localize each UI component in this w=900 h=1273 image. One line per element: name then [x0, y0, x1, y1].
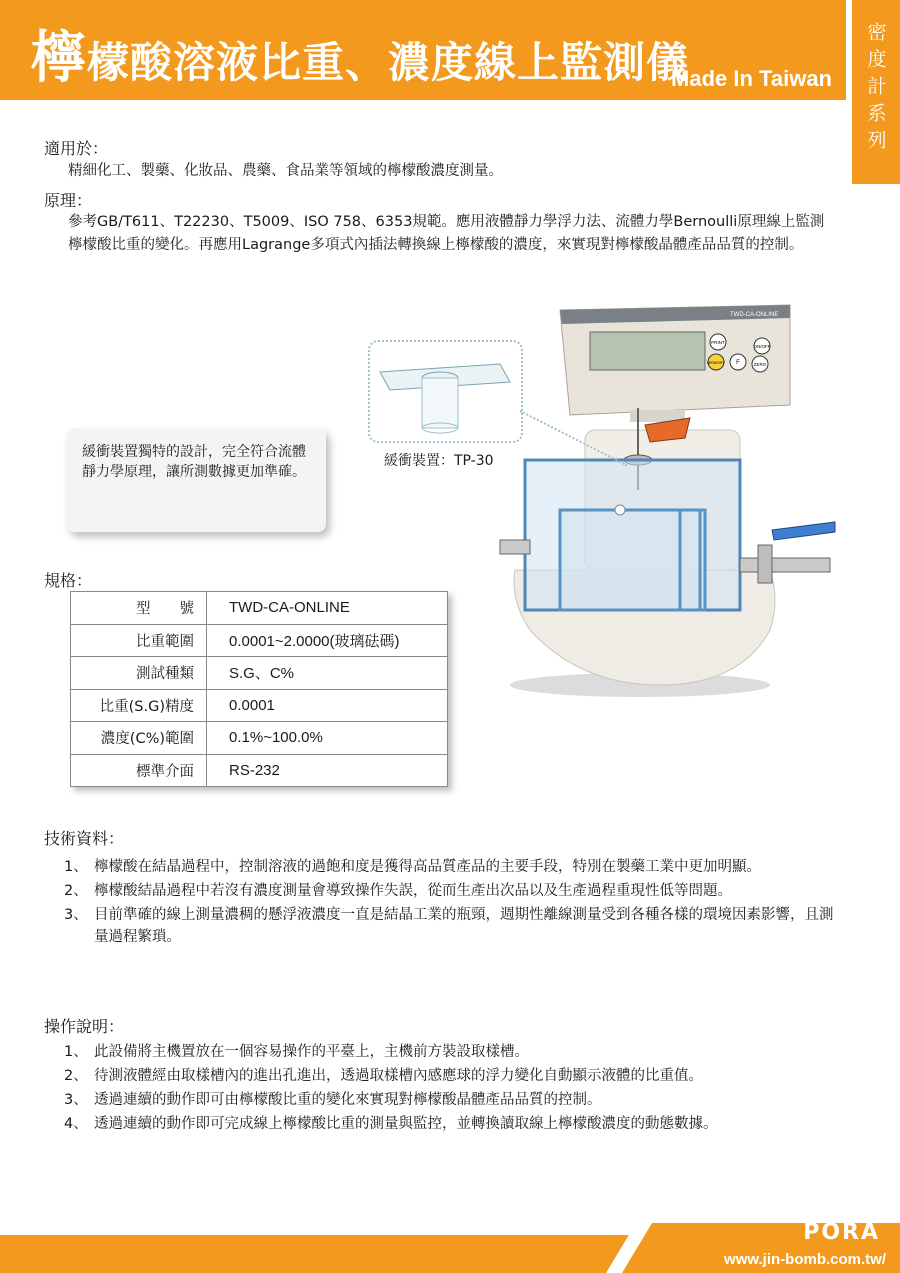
list-text: 檸檬酸結晶過程中若沒有濃度測量會導致操作失誤，從而生產出次品以及生產過程重現性低等問題。	[94, 883, 732, 899]
table-row	[71, 722, 448, 755]
made-in-taiwan: Made In Taiwan	[671, 66, 832, 91]
spec-value: S.G、C%	[207, 657, 448, 690]
buffer-device-icon	[370, 342, 521, 441]
keypad-memory: MEMORY	[707, 360, 725, 365]
pora-logo: PORA	[803, 1220, 880, 1245]
spec-key: 測試種類	[71, 657, 207, 690]
list-num: 2、	[64, 1068, 88, 1084]
spec-key: 型 號	[71, 592, 207, 625]
page-title-rest: 檬酸溶液比重、濃度線上監測儀	[87, 38, 690, 87]
list-item	[64, 1065, 844, 1087]
buffer-device-callout	[368, 340, 523, 443]
list-text: 此設備將主機置放在一個容易操作的平臺上，主機前方裝設取樣槽。	[94, 1044, 529, 1060]
operation-label: 操作說明：	[44, 1017, 125, 1036]
buffer-device-label: 緩衝裝置：TP-30	[384, 453, 494, 469]
device-model-label: TWD-CA-ONLINE	[730, 312, 779, 318]
list-num: 1、	[64, 1044, 88, 1060]
list-num: 4、	[64, 1116, 88, 1132]
list-item	[64, 904, 844, 948]
table-row	[71, 657, 448, 690]
spec-value: RS-232	[207, 754, 448, 787]
list-num: 1、	[64, 859, 88, 875]
page-title	[30, 14, 689, 94]
applicable-text: 精細化工、製藥、化妝品、農藥、食品業等領域的檸檬酸濃度測量。	[68, 163, 503, 179]
list-item	[64, 856, 844, 878]
list-item	[64, 1041, 844, 1063]
series-tab-label: 密度計系列	[864, 22, 887, 157]
keypad-f: F	[736, 360, 740, 366]
spec-key: 濃度(C%)範圍	[71, 722, 207, 755]
list-text: 目前準確的線上測量濃稠的懸浮液濃度一直是結晶工業的瓶頸，週期性離線測量受到各種各樣的環境因素影響，且測量過程繁瑣。	[94, 907, 834, 945]
spec-key: 比重(S.G)精度	[71, 689, 207, 722]
spec-key: 比重範圍	[71, 624, 207, 657]
product-illustration	[490, 300, 850, 700]
spec-label: 規格：	[44, 571, 93, 590]
keypad-print: PRINT	[711, 340, 725, 345]
spec-value: 0.0001	[207, 689, 448, 722]
spec-key: 標準介面	[71, 754, 207, 787]
keypad-on-off: ON/OFF	[753, 344, 771, 349]
list-item	[64, 1113, 844, 1135]
spec-value: 0.0001~2.0000(玻璃砝碼)	[207, 624, 448, 657]
list-num: 2、	[64, 883, 88, 899]
tech-label: 技術資料：	[44, 829, 125, 848]
list-text: 透過連續的動作即可完成線上檸檬酸比重的測量與監控，並轉換讀取線上檸檬酸濃度的動態數據。	[94, 1116, 718, 1132]
principle-label: 原理：	[44, 191, 93, 210]
spec-table	[70, 591, 448, 787]
table-row	[71, 624, 448, 657]
spec-value: 0.1%~100.0%	[207, 722, 448, 755]
table-row	[71, 592, 448, 625]
keypad-zero: ZERO	[753, 362, 767, 367]
list-num: 3、	[64, 1092, 88, 1108]
list-text: 待測液體經由取樣槽內的進出孔進出，透過取樣槽內感應球的浮力變化自動顯示液體的比重值。	[94, 1068, 703, 1084]
website-link[interactable]: www.jin-bomb.com.tw/	[724, 1251, 886, 1268]
buffer-note: 緩衝裝置獨特的設計，完全符合流體靜力學原理，讓所測數據更加準確。	[66, 428, 326, 532]
list-item	[64, 880, 844, 902]
list-text: 檸檬酸在結晶過程中，控制溶液的過飽和度是獲得高品質產品的主要手段，特別在製藥工業中更加明顯。	[94, 859, 761, 875]
list-text: 透過連續的動作即可由檸檬酸比重的變化來實現對檸檬酸晶體產品品質的控制。	[94, 1092, 602, 1108]
tech-list	[64, 856, 844, 950]
table-row	[71, 689, 448, 722]
principle-text: 參考GB/T611、T22230、T5009、ISO 758、6353規範。應用液體靜力學浮力法、流體力學Bernoulli原理線上監測檸檬酸比重的變化。再應用Lagrange多項式內插法轉換線上檸檬酸的濃度，來實現對檸檬酸晶體產品品質的控制。	[68, 214, 825, 253]
applicable-label: 適用於：	[44, 139, 109, 158]
operation-list	[64, 1041, 844, 1137]
list-item	[64, 1089, 844, 1111]
spec-value: TWD-CA-ONLINE	[207, 592, 448, 625]
page-title-first-char: 檸	[30, 26, 87, 91]
header-bar	[0, 0, 846, 100]
series-tab	[852, 0, 900, 184]
list-num: 3、	[64, 907, 88, 923]
table-row	[71, 754, 448, 787]
